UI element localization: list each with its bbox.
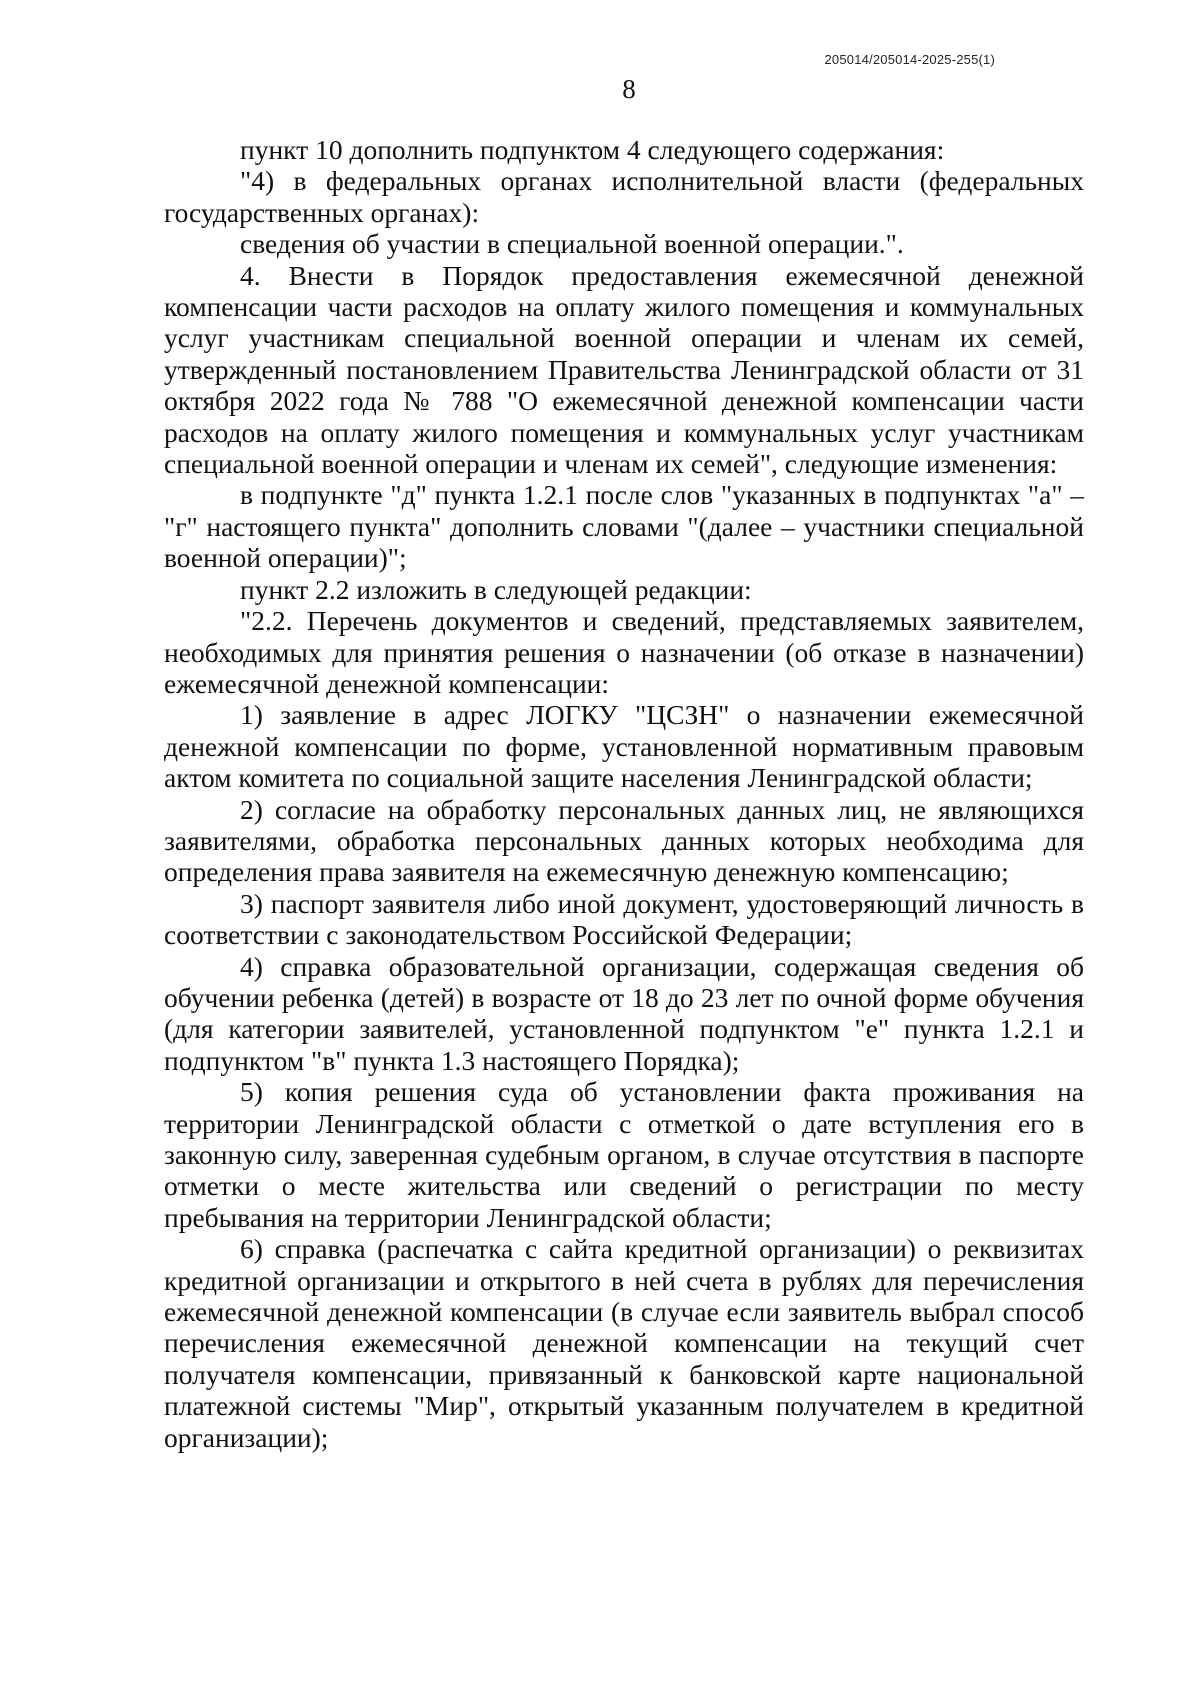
paragraph-7: "2.2. Перечень документов и сведений, представляемых заявителем, необходимых для принятия решения о назначении (об отказе в назначении) ежемесячной денежной компенсации: <box>164 605 1084 699</box>
list-item-3: 3) паспорт заявителя либо иной документ, удостоверяющий личность в соответствии с законодательством Российской Федерации; <box>164 887 1084 951</box>
paragraph-4: 4. Внести в Порядок предоставления ежемесячной денежной компенсации части расходов на оплату жилого помещения и коммунальных услуг участникам специальной военной операции и членам их семей, утвержденный постановлением Правительства Ленинградской области от 31 октября 2022 года № 788 "О ежемесячной денежной компенсации части расходов на оплату жилого помещения и коммунальных услуг участникам специальной военной операции и членам их семей", следующие изменения: <box>164 259 1084 480</box>
paragraph-2: "4) в федеральных органах исполнительной власти (федеральных государственных органах): <box>164 165 1084 228</box>
document-body <box>164 134 1084 1453</box>
list-item-1: 1) заявление в адрес ЛОГКУ "ЦСЗН" о назначении ежемесячной денежной компенсации по форме, установленной нормативным правовым актом комитета по социальной защите населения Ленинградской области; <box>164 699 1084 794</box>
page-number: 8 <box>622 74 636 104</box>
document-registration-number: 205014/205014-2025-255(1) <box>824 52 995 67</box>
list-item-6: 6) справка (распечатка с сайта кредитной организации) о реквизитах кредитной организации и открытого в ней счета в рублях для перечисления ежемесячной денежной компенсации (в случае если заявитель выбрал способ перечисления ежемесячной денежной компенсации на текущий счет получателя компенсации, привязанный к банковской карте национальной платежной системы "Мир", открытый указанным получателем в кредитной организации); <box>164 1233 1084 1453</box>
paragraph-3: сведения об участии в специальной военной операции.". <box>240 228 904 260</box>
list-item-2: 2) согласие на обработку персональных данных лиц, не являющихся заявителями, обработка персональных данных которых необходима для определения права заявителя на ежемесячную денежную компенсацию; <box>164 793 1084 888</box>
paragraph-5: в подпункте "д" пункта 1.2.1 после слов "указанных в подпунктах "а" – "г" настоящего пункта" дополнить словами "(далее – участники специальной военной операции)"; <box>164 479 1084 574</box>
list-item-5: 5) копия решения суда об установлении факта проживания на территории Ленинградской области с отметкой о дате вступления его в законную силу, заверенная судебным органом, в случае отсутствия в паспорте отметки о месте жительства или сведений о регистрации по месту пребывания на территории Ленинградской области; <box>164 1076 1084 1233</box>
paragraph-6: пункт 2.2 изложить в следующей редакции: <box>240 573 752 605</box>
list-item-4: 4) справка образовательной организации, содержащая сведения об обучении ребенка (детей) в возрасте от 18 до 23 лет по очной форме обучения (для категории заявителей, установленной подпунктом "е" пункта 1.2.1 и подпунктом "в" пункта 1.3 настоящего Порядка); <box>164 950 1084 1076</box>
paragraph-1: пункт 10 дополнить подпунктом 4 следующего содержания: <box>240 134 945 165</box>
